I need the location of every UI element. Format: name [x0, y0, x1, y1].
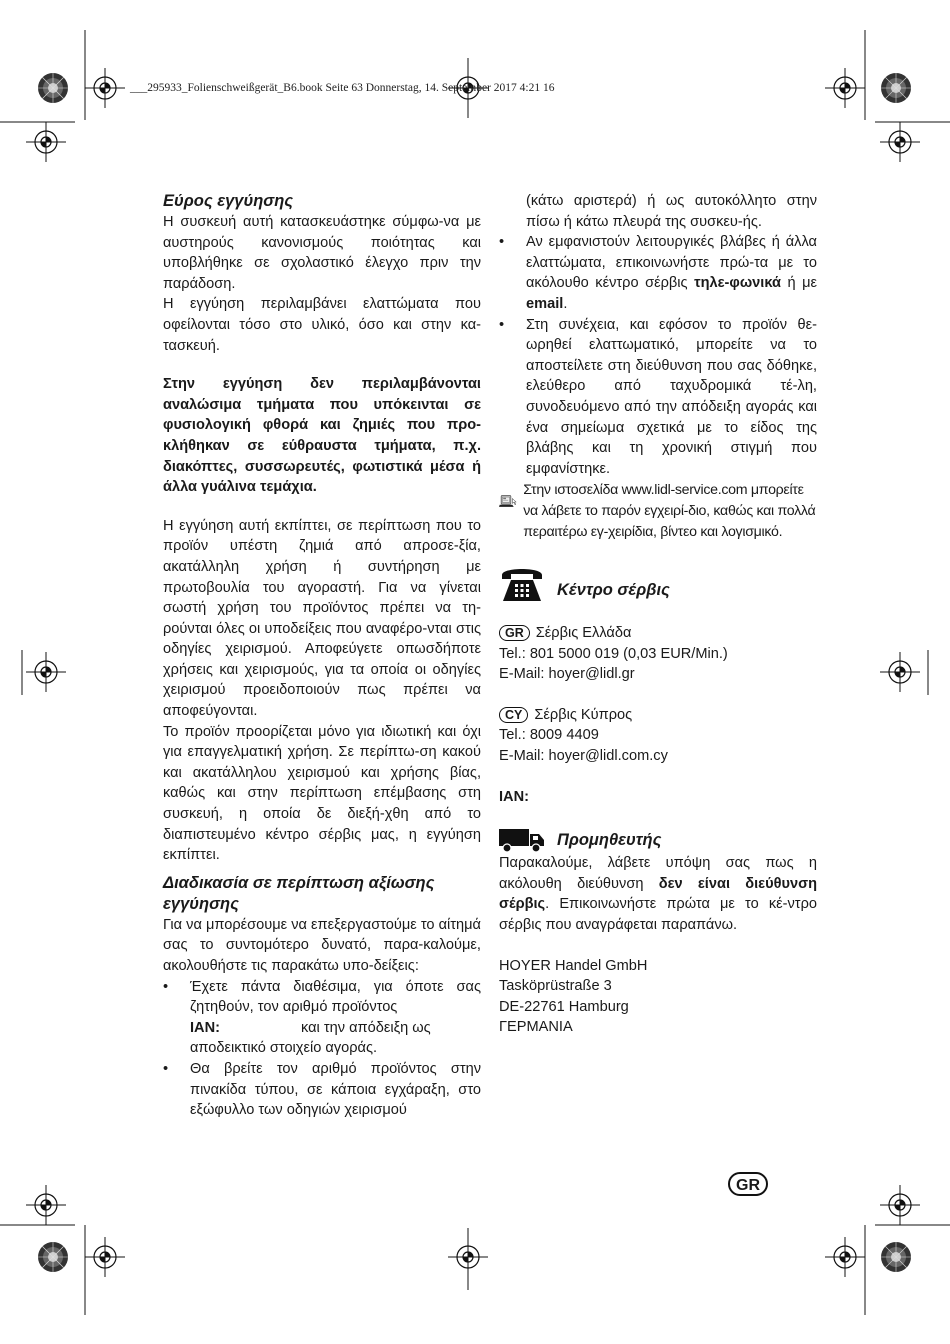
bullet-mark: • [163, 1060, 169, 1077]
claim-procedure-intro: Για να μπορέσουμε να επεξεργαστούμε το αίτημά σας το συντομότερο δυνατό, παρα-καλούμε, ακολουθήστε τις παρακάτω υπο-δείξεις: [163, 916, 481, 974]
list-item [499, 191, 817, 232]
service-greece-label: Σέρβις Ελλάδα [535, 625, 632, 642]
registration-mark-icon [881, 73, 911, 103]
page-language-badge: GR [728, 1172, 768, 1196]
bullet-text: Έχετε πάντα διαθέσιμα, για όποτε σας ζητηθούν, τον αριθμό προϊόντος [190, 978, 481, 1016]
website-note-text: Στην ιστοσελίδα www.lidl-service.com μπορείτε να λάβετε το παρόν εγχειρί-διο, καθώς και πολλά περαιτέρω εγ-χειρίδια, βίντεο και λογισμικό. [523, 482, 816, 540]
bullet-text: Θα βρείτε τον αριθμό προϊόντος στην πινακίδα τύπου, σε κάποια εγχάραξη, στο εξώφυλλο των οδηγιών χειρισμού [190, 1060, 481, 1119]
registration-mark-icon [26, 122, 66, 162]
service-ian-label: IAN: [499, 788, 529, 805]
registration-mark-icon [881, 1242, 911, 1272]
service-greece-label-row [499, 623, 817, 644]
supplier-address-line: Tasköprüstraße 3 [499, 978, 612, 995]
registration-mark-icon [38, 73, 68, 103]
bullet-text: ή με [780, 275, 817, 292]
service-cyprus-tel: Tel.: 8009 4409 [499, 727, 599, 744]
supplier-address-line: ΓΕΡΜΑΝΙΑ [499, 1019, 573, 1036]
warranty-exclusion-note: Στην εγγύηση δεν περιλαμβάνονται αναλώσιμα τμήματα που υπόκεινται σε φυσιολογική φθορά και ζημιές που προ-κλήθηκαν σε εύθραυστα τμήματα, π.χ. διακόπτες, συσσωρευτές, φωτιστικά μέσα ή άλλα γυάλινα τεμάχια. [163, 376, 481, 496]
warranty-scope-para-2: Η εγγύηση περιλαμβάνει ελαττώματα που οφείλονται τόσο στο υλικό, όσο και στην κα-τασκευή. [163, 296, 481, 354]
ian-row [190, 1018, 481, 1039]
country-badge-gr: GR [499, 625, 530, 641]
ian-label: IAN: [190, 1019, 220, 1036]
laptop-website-icon [499, 480, 517, 524]
list-item [163, 977, 481, 1059]
registration-mark-icon [825, 1237, 865, 1277]
registration-mark-icon [26, 1185, 66, 1225]
warranty-scope-para-1: Η συσκευή αυτή κατασκευάστηκε σύμφω-να με αυστηρούς κανονισμούς ποιότητας και υποβλήθηκε σε σχολαστικό έλεγχο πριν την παράδοση. [163, 214, 481, 292]
bullet-text-bold: τηλε-φωνικά [694, 275, 781, 292]
right-column [499, 191, 817, 1038]
list-item [499, 315, 817, 480]
service-cyprus-label-row [499, 705, 817, 726]
registration-mark-icon [38, 1242, 68, 1272]
supplier-address-line: HOYER Handel GmbH [499, 957, 648, 974]
registration-mark-icon [85, 1237, 125, 1277]
supplier-address-line: DE-22761 Hamburg [499, 998, 629, 1015]
telephone-icon [499, 565, 545, 603]
list-item [163, 1059, 481, 1121]
registration-mark-icon [880, 1185, 920, 1225]
supplier-note-text: Παρακαλούμε, λάβετε υπόψη σας πως η ακόλουθη διεύθυνση [499, 855, 817, 892]
service-cyprus-label: Σέρβις Κύπρος [534, 706, 633, 723]
truck-icon [499, 827, 545, 853]
warranty-scope-para-3: Η εγγύηση αυτή εκπίπτει, σε περίπτωση που το προϊόν υπέστη ζημιά από απροσε-ξία, ακατάλληλη χρήση ή συντήρηση με πρωτοβουλία του αγοραστή. Για να γίνεται σωστή χρήση του προϊόντος πρέπει να τη-ρούνται όλες οι υποδείξεις που αναφέρο-νται στις οδηγίες χειρισμού. Αποφεύγετε οπωσδήποτε χρήσεις και χειρισμούς, για τα οποία οι οδηγίες χειρισμού προειδοποιούν πως πρέπει να αποφεύγονται. [163, 517, 481, 720]
bullet-text: . [563, 295, 568, 312]
supplier-heading-row [499, 827, 817, 853]
list-item [499, 232, 817, 314]
registration-mark-icon [26, 652, 66, 692]
bullet-text: (κάτω αριστερά) ή ως αυτοκόλλητο στην πίσω ή κάτω πλευρά της συσκευ-ής. [526, 193, 817, 230]
claim-procedure-heading: Διαδικασία σε περίπτωση αξίωσης εγγύησης [163, 873, 435, 913]
bullet-text: Αν εμφανιστούν λειτουργικές βλάβες ή άλλα ελαττώματα, επικοινωνήστε πρώ-τα με το ακόλουθο κέντρο σέρβις [526, 234, 817, 292]
supplier-heading: Προμηθευτής [557, 831, 662, 850]
bullet-mark: • [499, 316, 505, 333]
service-cyprus-email: E-Mail: hoyer@lidl.com.cy [499, 748, 668, 765]
left-column [163, 191, 481, 1121]
website-note [499, 480, 817, 542]
bullet-mark: • [163, 978, 169, 995]
supplier-note [499, 853, 817, 935]
supplier-note-bold: δεν είναι διεύθυνση σέρβις [499, 875, 817, 913]
registration-mark-icon [880, 122, 920, 162]
service-center-heading-row [499, 565, 817, 603]
registration-mark-icon [880, 652, 920, 692]
warranty-scope-para-4: Το προϊόν προορίζεται μόνο για ιδιωτική και όχι για επαγγελματική χρήση. Σε περίπτω-ση κακού και ακατάλληλου χειρισμού και χρήσης βίας, καθώς και στην περίπτωση επέμβασης στη συσκευή, η οποία δε διεξή-χθη από το διαπιστευμένο κέντρο σέρβις μας, η εγγύηση εκπίπτει. [163, 723, 481, 864]
country-badge-cy: CY [499, 707, 528, 723]
ian-suffix: και την απόδειξη ως [301, 1019, 431, 1036]
service-greece-email: E-Mail: hoyer@lidl.gr [499, 666, 635, 683]
warranty-scope-heading: Εύρος εγγύησης [163, 192, 294, 210]
registration-mark-icon [825, 68, 865, 108]
service-center-heading: Κέντρο σέρβις [557, 581, 670, 600]
registration-mark-icon [85, 68, 125, 108]
service-greece-tel: Tel.: 801 5000 019 (0,03 EUR/Min.) [499, 645, 728, 662]
supplier-note-text: . Επικοινωνήστε πρώτα με το κέ-ντρο σέρβις που αναγράφεται παραπάνω. [499, 896, 817, 934]
bullet-text-bold: email [526, 295, 564, 312]
bullet-text-end: αποδεικτικό στοιχείο αγοράς. [190, 1040, 378, 1057]
bullet-text: Στη συνέχεια, και εφόσον το προϊόν θε-ωρηθεί ελαττωματικό, μπορείτε να το αποστείλετε στη διεύθυνση που σας δόθηκε, ελεύθερο από ταχυδρομικά τέ-λη, συνοδευόμενο από την απόδειξη αγοράς και ένα σημείωμα σχετικά με το είδος της βλάβης και τη χρονική στιγμή που εμφανίστηκε. [526, 316, 817, 477]
bullet-mark: • [499, 234, 505, 251]
print-header: ___295933_Folienschweißgerät_B6.book Seite 63 Donnerstag, 14. September 2017 4:21 16 [130, 82, 555, 94]
